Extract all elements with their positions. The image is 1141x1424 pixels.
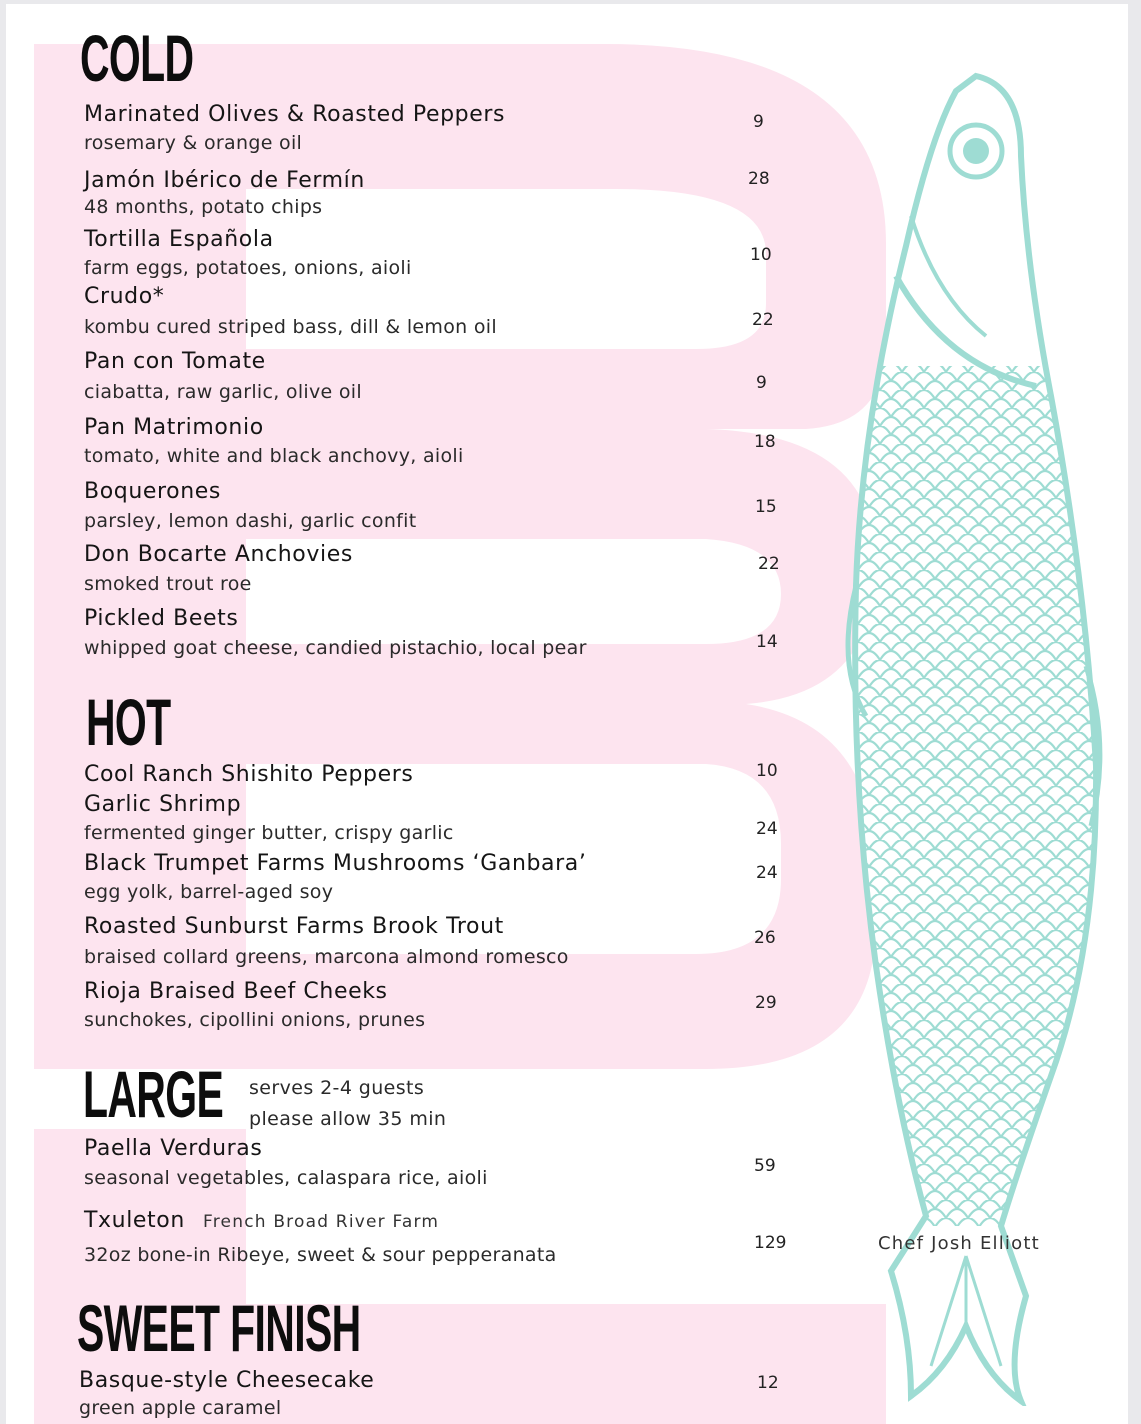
- item-name: Boquerones: [84, 479, 221, 504]
- item-price: 129: [754, 1233, 787, 1253]
- item-name: Marinated Olives & Roasted Peppers: [84, 102, 506, 127]
- item-price: 18: [754, 432, 776, 452]
- section-heading-hot: HOT: [86, 685, 171, 759]
- item-price: 24: [756, 863, 778, 883]
- sardine-fish-illustration: [836, 66, 1106, 1406]
- serves-note: serves 2-4 guests: [249, 1077, 425, 1099]
- item-price: 9: [756, 373, 767, 393]
- menu-page: [6, 4, 1128, 1424]
- item-name: Cool Ranch Shishito Peppers: [84, 762, 414, 787]
- item-desc: braised collard greens, marcona almond romesco: [84, 946, 569, 968]
- item-desc: whipped goat cheese, candied pistachio, local pear: [84, 637, 587, 659]
- section-heading-cold: COLD: [80, 21, 194, 95]
- item-price: 24: [756, 819, 778, 839]
- item-name: Roasted Sunburst Farms Brook Trout: [84, 914, 504, 939]
- item-price: 15: [755, 497, 777, 517]
- item-desc: green apple caramel: [79, 1397, 282, 1419]
- item-desc: tomato, white and black anchovy, aioli: [84, 445, 464, 467]
- item-price: 22: [758, 554, 780, 574]
- item-name: Pan con Tomate: [84, 349, 266, 374]
- item-price: 26: [754, 928, 776, 948]
- item-desc: farm eggs, potatoes, onions, aioli: [84, 257, 412, 279]
- item-name: Basque-style Cheesecake: [79, 1368, 375, 1393]
- item-desc: ciabatta, raw garlic, olive oil: [84, 381, 362, 403]
- item-name: Tortilla Española: [84, 227, 274, 252]
- item-name: Pan Matrimonio: [84, 415, 264, 440]
- item-desc: parsley, lemon dashi, garlic confit: [84, 510, 417, 532]
- item-name: Garlic Shrimp: [84, 792, 242, 817]
- item-price: 14: [756, 632, 778, 652]
- item-desc: 48 months, potato chips: [84, 196, 323, 218]
- section-heading-large: LARGE: [83, 1057, 224, 1131]
- item-name: Don Bocarte Anchovies: [84, 542, 353, 567]
- item-desc: 32oz bone-in Ribeye, sweet & sour pepperanata: [84, 1244, 557, 1266]
- item-desc: seasonal vegetables, calaspara rice, aioli: [84, 1167, 488, 1189]
- item-desc: rosemary & orange oil: [84, 132, 303, 154]
- item-desc: egg yolk, barrel-aged soy: [84, 881, 334, 903]
- item-price: 10: [756, 761, 778, 781]
- item-desc: fermented ginger butter, crispy garlic: [84, 822, 454, 844]
- farm-name: French Broad River Farm: [203, 1212, 440, 1232]
- item-name: Black Trumpet Farms Mushrooms ‘Ganbara’: [84, 851, 587, 876]
- item-price: 59: [754, 1156, 776, 1176]
- item-name: Pickled Beets: [84, 606, 239, 631]
- item-price: 9: [753, 112, 764, 132]
- item-name: Paella Verduras: [84, 1136, 263, 1161]
- item-desc: kombu cured striped bass, dill & lemon oil: [84, 316, 497, 338]
- item-price: 29: [755, 993, 777, 1013]
- item-name: Rioja Braised Beef Cheeks: [84, 979, 388, 1004]
- section-heading-sweet-finish: SWEET FINISH: [77, 1291, 361, 1365]
- time-note: please allow 35 min: [249, 1108, 447, 1130]
- item-price: 12: [757, 1373, 779, 1393]
- item-desc: smoked trout roe: [84, 573, 252, 595]
- item-name: Crudo*: [84, 284, 165, 309]
- chef-credit: Chef Josh Elliott: [878, 1233, 1040, 1254]
- item-price: 22: [752, 310, 774, 330]
- item-price: 10: [750, 245, 772, 265]
- item-price: 28: [748, 169, 770, 189]
- item-name: Jamón Ibérico de Fermín: [84, 168, 365, 193]
- item-name: Txuleton: [84, 1208, 185, 1233]
- item-desc: sunchokes, cipollini onions, prunes: [84, 1009, 426, 1031]
